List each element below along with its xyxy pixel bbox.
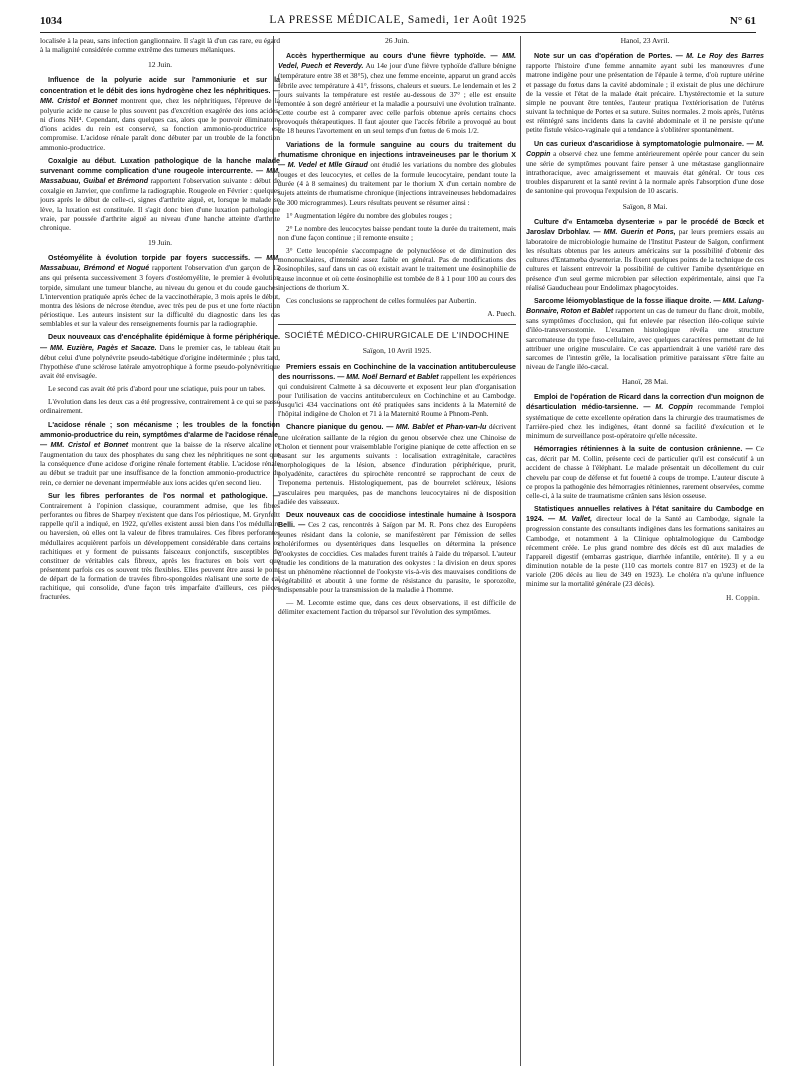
article-vaccination xyxy=(278,362,516,419)
article-polyurie xyxy=(40,75,280,151)
column-1 xyxy=(40,36,280,1076)
session-date: 19 Juin. xyxy=(147,237,173,247)
article-body: décrivent une ulcération saillante de la région du genou observée chez une Chinoise de Cholon et tiennent pour vraisemblable l'origine pianique de cette affection en se basant sur les arguments suivants : localisation extragénitale, caractères morphologiques de la lésion, absence d'induration périphérique, prurit, polyadénite, caractères du spirochète rencontré se rapprochant de ceux de Treponema pertenuis. Histologiquement, pas de bourrelet scléreux, lésions vasculaires peu marquées, pas de manchons leucocytaires ni de disposition radiée des vaisseaux. xyxy=(278,422,516,506)
article-title: Ostéomyélite à évolution torpide par foyers successifs. — xyxy=(48,254,262,263)
article-body: montrent que la baisse de la réserve alcaline et l'augmentation du taux des phosphates du sang chez les néphritiques ne sont que la conséquence d'une acidose d'origine rénale fortement établie. L'acidose rénale au début se traduit par une insuffisance de la fonction ammonio-productrice du rein, ce dernier ne devenant imperméable aux ions acides qu'en second lieu. xyxy=(40,439,280,487)
article-thorium xyxy=(278,140,516,207)
article-authors: MM. Cristol et Bonnet xyxy=(40,96,118,105)
article-authors: MM. Guerin et Pons, xyxy=(603,227,676,236)
article-title: Un cas curieux d'ascaridiose à symptomatologie pulmonaire. — xyxy=(534,139,754,148)
article-authors: MM. Noël Bernard et Bablet xyxy=(346,372,439,381)
article-fibres xyxy=(40,491,280,602)
session-date: Hanoï, 28 Mai. xyxy=(622,377,668,387)
page-number: 1034 xyxy=(40,15,62,27)
article-body: rapportent l'observation d'un garçon de 12 ans qui présenta successivement 3 foyers d'ostéomyélite, le premier à évolution torpide, simulant une tumeur blanche, au niveau du genou et du coude gauches. L'intervention pratiquée après échec de la vaccinothérapie, 3 mois après le début, montra des lésions de nécrose étendue, avec très peu de pus et une forte réaction périostique. Les auteurs insistent sur la difficulté du diagnostic dans les cas semblables et sur la valeur des renseignements fournis par la radiographie. xyxy=(40,263,280,329)
article-authors: M. Le Roy des Barres xyxy=(686,52,764,61)
intro-paragraph: localisée à la peau, sans infection ganglionnaire. Il s'agit là d'un cas rare, eu égard à la malignité considérée comme extrême des tumeurs mélaniques. xyxy=(40,36,280,55)
article-acidose xyxy=(40,420,280,487)
article-body: montrent que, chez les néphritiques, l'épreuve de la polyurie acide ne cause le plus souvent pas d'excrétion exagérée des ions acides, ni d'ions NH⁴. Cependant, dans quelques cas, alors que le pouvoir éliminatoire d'ions acides du rein est conservé, sa fonction ammonio-productrice est compromise. L'acidose rénale paraît donc débuter par un trouble de la fonction ammonio-productrice. xyxy=(40,95,280,152)
article-body: Contrairement à l'opinion classique, couramment admise, que les fibres perforantes ou fibres de Sharpey n'existent que dans l'os périostique, M. Grynfeltt rappelle qu'il a indiqué, en 1922, qu'elles existent aussi bien dans l'os médullaire ou haversien, où elles ont la valeur de fibres tramulaires. Ces fibres perforantes médullaires acquièrent parfois un développement considérable dans certains os rachitiques et y forment de puissants faisceaux conjonctifs, susceptibles de constituer de véritables cals fibreux, après les fractures en bois vert que présentent parfois ces os souvent très flexibles. Elles peuvent être aussi le point de départ de la formation de travées fibro-spongoïdes réalisant une sorte de cal rachitique, qui consolide, d'une façon très imparfaite d'ailleurs, ces pièces fracturées. xyxy=(40,500,280,602)
article-coccidiose xyxy=(278,510,516,594)
column-3 xyxy=(526,36,764,1076)
article-entamoeba xyxy=(526,217,764,292)
article-title: Culture d'« Entamœba dysenteriæ » par le procédé de Bœck et Jaroslav Drbohlav. — xyxy=(526,217,764,236)
article-body: directeur local de la Santé au Cambodge, signale la progression constante des consultants indigènes dans les formations sanitaires au Cambodge, et notamment à la Clinique ophtalmologique du Cambodge récemment créée. Le plus grand nombre des décès est dû aux maladies de l'appareil digestif (embarras gastrique, diarrhée infantile, entérite). Il y a eu diminution notable de la peste (110 cas mortels contre 817 en 1923) et de la variole (206 décès au lieu de 349 en 1923). Le choléra n'a qu'une influence minime sur la mortalité générale (23 décès). xyxy=(526,514,764,589)
article-title: Chancre pianique du genou. — xyxy=(286,423,394,432)
article-title: Variations de la formule sanguine au cours du traitement du rhumatisme chronique en injections intraveineuses par le thorium X — xyxy=(278,140,516,169)
article-title: L'acidose rénale ; son mécanisme ; les troubles de la fonction ammonio-productrice du rein, symptômes d'alarme de l'acidose rénale. — xyxy=(40,420,280,449)
column-2 xyxy=(278,36,516,1076)
article-body: rappellent les expériences qui conduisirent Calmette à sa découverte et exposent leur plan d'organisation pour l'utilisation de vaccins antituberculeux en Cochinchine et au Cambodge. Jusqu'ici 434 vaccinations ont été pratiquées sans incidents à la Maternité de l'hôpital indigène de Cholon et 71 à la Maternité Roume à Phnom-Penh. xyxy=(278,371,516,419)
article-title: Coxalgie au début. Luxation pathologique de la hanche malade survenant comme complication d'une rougeole intercurrente. — xyxy=(40,156,280,175)
article-title: Deux nouveaux cas de coccidiose intestinale humaine à Isospora Belli. — xyxy=(278,510,516,530)
signature: H. Coppin. xyxy=(726,594,760,603)
article-body: recommande l'emploi systématique de cette excellente opération dans la chirurgie des traumatismes de l'arrière-pied chez les indigènes, étant donné sa facilité d'exécution et le minimum de surveillance post-opératoire qu'elle nécessite. xyxy=(526,402,764,440)
article-title: Influence de la polyurie acide sur l'ammoniurie et sur la concentration et le débit des ions hydrogène chez les néphritiques. — xyxy=(40,76,280,95)
society-heading: SOCIÉTÉ MÉDICO-CHIRURGICALE DE L'INDOCHINE xyxy=(278,324,516,340)
article-title: Sarcome léiomyoblastique de la fosse iliaque droite. — xyxy=(534,296,721,305)
session-date: Hanoï, 23 Avril. xyxy=(620,36,670,45)
article-body: Ce cas, décrit par M. Collin, présente ceci de particulier qu'il est consécutif à un accident de chasse à l'éléphant. Le malade présentait un décollement du cuir chevelu par coup de défense et fut fouetté à coups de trompe. L'auteur discute à ce propos la pathogénie des hémorragies rétiniennes, rarement observées, comme celle-ci, à la suite de traumatisme crânien sans lésion osseuse. xyxy=(526,444,764,500)
article-coxalgie xyxy=(40,156,280,232)
article-title: Accès hyperthermique au cours d'une fièvre typhoïde. — xyxy=(286,52,498,61)
article-authors: M. Coppin xyxy=(655,403,693,412)
article-title: Hémorragies rétiniennes à la suite de contusion crânienne. — xyxy=(534,445,753,454)
article-hemorragies xyxy=(526,444,764,500)
article-authors: M. Vallet, xyxy=(559,515,593,524)
result-item: 2° Le nombre des leucocytes baisse pendant toute la durée du traitement, mais non d'une façon continue ; il remonte ensuite ; xyxy=(278,223,516,242)
article-title: Sur les fibres perforantes de l'os normal et pathologique. — xyxy=(48,491,280,500)
article-body: rapportent l'observation suivante : début de coxalgie en Janvier, que confirme la radiographie. Rougeole en Février : quelques jours après le début de celle-ci, signes d'arthrite aiguë, et, lorsque le malade se lève, la luxation est constituée. Il s'agit donc bien d'une luxation pathologique vraie, par poussée d'arthrite aiguë au niveau d'une hanche atteinte d'arthrite chronique. xyxy=(40,176,280,232)
article-portes xyxy=(526,51,764,134)
article-osteomyelite xyxy=(40,253,280,328)
article-body: Ces 2 cas, rencontrés à Saïgon par M. R. Pons chez des Européens jeunes résidant dans la colonie, se manifestèrent par l'émission de selles cholériformes ou dysentériques dans lesquelles on détermina la présence d'ookystes de coccidies. Ces malades furent traités à l'aide du tréparsol. L'auteur étudie les conditions de la maturation des ookystes : la division en deux spores est un phénomène réactionnel de l'ookyste vis-à-vis des mauvaises conditions de végétabilité et aboutit à une forme de résistance du parasite, le sporozoïte, indispensable pour la transmission de la maladie à l'homme. xyxy=(278,520,516,595)
article-authors: MM. Massabuau, Brémond et Nogué xyxy=(40,254,280,273)
article-title: Deux nouveaux cas d'encéphalite épidémique à forme périphérique. — xyxy=(40,333,280,352)
article-body: rapportent un cas de tumeur du flanc droit, mobile, sans symptômes d'occlusion, qui fut enlevée par résection iléo-colique suivie d'iléo-transversostomie. L'examen histologique révéla une structure sarcomateuse du type fuso-cellulaire, avec quelques caractères permettant de lui attribuer une origine musculaire. Ce cas appartiendrait à une variété rare des sarcomes de l'intestin grêle, la localisation primitive paraissant s'être faite au niveau de l'angle iléo-cæcal. xyxy=(526,306,764,371)
article-body: ont étudié les variations du nombre des globules rouges et des leucocytes, et celles de la formule leucocytaire, pendant toute la durée (4 à 8 semaines) du traitement par le thorium X d'un certain nombre de sujets atteints de rhumatisme chronique (injections intraveineuses hebdomadaires de 300 microgrammes). Leurs résultats peuvent se résumer ainsi : xyxy=(278,159,516,207)
article-ricard xyxy=(526,392,764,440)
article-title: Emploi de l'opération de Ricard dans la correction d'un moignon de désarticulation médio-tarsienne. — xyxy=(526,393,764,412)
signature: A. Puech. xyxy=(487,309,516,319)
article-authors: M. Coppin xyxy=(526,139,764,158)
journal-title: LA PRESSE MÉDICALE, Samedi, 1er Août 1925 xyxy=(269,14,527,26)
article-body: a observé chez une femme antérieurement opérée pour cancer du sein une série de symptômes pouvant faire penser à une métastase ganglionnaire intrathoracique, avec amaigrissement et mauvais état général. Or tous ces troubles disparurent et la santé revint à la normale après l'absorption d'une dose de santonine qui provoqua l'expulsion de 10 ascaris. xyxy=(526,148,764,196)
session-date: Saïgon, 8 Mai. xyxy=(622,201,668,211)
article-body: rapporte l'histoire d'une femme annamite ayant subi les manœuvres d'une matrone indigène pour une présentation de l'épaule à terme, d'où rupture utérine et passage du fœtus dans la cavité abdominale ; il existait de plus une déchirure de la vessie et l'état de la malade était précaire. L'hystérectomie et la suture simple ne pouvant être tentées, l'auteur pratiqua l'extériorisation de l'utérus suivant la technique de Portes et sa suture. Suites normales. 2 mois après, l'utérus est réintégré sans incidents dans la cavité abdominale et il ne persiste qu'une petite fistule vésico-vaginale qui a tendance à s'oblitérer spontanément. xyxy=(526,61,764,135)
article-ascaridiose xyxy=(526,139,764,196)
article-title: Premiers essais en Cochinchine de la vaccination antituberculeuse des nourrissons. — xyxy=(278,362,516,381)
article-chancre xyxy=(278,422,516,505)
article-body: Dans le premier cas, le tableau était au début celui d'une polynévrite pseudo-tabétique d'origine indéterminée ; plus tard, l'hypothèse d'une sclérose latérale amyotrophique à forme pseudo-polynévritique avait été envisagée. xyxy=(40,342,280,380)
result-item: 3° Cette leucopénie s'accompagne de polynucléose et de diminution des mononucléaires, d'intensité assez faible en général. Pas de modifications des éosinophiles, sauf dans un cas où existait avant le traitement une éosinophilie de cause inconnue et où cette éosinophilie est tombée de 8 à 1 pour 100 au cours des injections de thorium X. xyxy=(278,246,516,292)
article-sarcome xyxy=(526,296,764,371)
session-date: Saïgon, 10 Avril 1925. xyxy=(362,346,432,356)
article-encephalite xyxy=(40,332,280,380)
article-body: par leurs premiers essais au laboratoire de microbiologie humaine de l'Institut Pasteur de Saïgon, confirment les résultats obtenus par les auteurs américains sur la possibilité d'obtenir des cultures d'Entamœba dysenteriæ. Ils fixent quelques points de la technique de ces cultures et laissent entrevoir la possibilité de cultiver l'amibe dysentérique en présence d'un seul germe microbien par sélection expérimentale, ainsi que l'a réalisé Gauducheau pour Endolimax phagocytoides. xyxy=(526,226,764,292)
article-authors: MM. Bablet et Phan-van-lu xyxy=(395,423,487,432)
page-header xyxy=(40,10,756,33)
issue-number: N° 61 xyxy=(729,15,756,27)
conclusion: Ces conclusions se rapprochent de celles formulées par Aubertin. xyxy=(286,295,477,305)
article-statistiques xyxy=(526,504,764,588)
article-title: Statistiques annuelles relatives à l'état sanitaire du Cambodge en 1924. — xyxy=(526,505,764,524)
column-rule-right xyxy=(520,36,521,1066)
article-body: Au 14e jour d'une fièvre typhoïde d'allure bénigne (température entre 38 et 38°5), chez une femme enceinte, apparut un grand accès fébrile avec température à 41°, frissons, chaleurs et sueurs. Le lendemain et les 2 jours suivants la température est restée au-dessous de 37° ; elle est ensuite remontée à son degré antérieur et la maladie a poursuivi une évolution traînante. Cette courbe est à comparer avec celle parfois obtenue après certains chocs provoqués thérapeutiques. Il faut ajouter que l'accès fébrile a provoqué au bout de 18 heures l'avortement en un seul temps d'un fœtus de 6 mois 1/2. xyxy=(278,61,516,136)
article-paragraph: L'évolution dans les deux cas a été progressive, contrairement à ce qui se passe ordinairement. xyxy=(40,397,280,416)
article-note: — M. Lecomte estime que, dans ces deux observations, il est difficile de délimiter exactement l'action du tréparsol sur l'évolution des symptômes. xyxy=(278,598,516,617)
session-date: 12 Juin. xyxy=(147,60,173,70)
article-authors: M. Vedel et Mlle Giraud xyxy=(287,160,368,169)
article-typhoide xyxy=(278,51,516,135)
article-authors: MM. Lalung-Bonnaire, Roton et Bablet xyxy=(526,296,764,316)
result-item: 1° Augmentation légère du nombre des globules rouges ; xyxy=(286,210,452,220)
article-authors: MM. Cristol et Bonnet xyxy=(50,440,129,449)
article-authors: MM. Euzière, Pagès et Sacaze. xyxy=(50,343,157,352)
session-date: 26 Juin. xyxy=(384,36,410,45)
article-authors: MM. Vedel, Puech et Reverdy. xyxy=(278,52,516,71)
article-title: Note sur un cas d'opération de Portes. — xyxy=(534,52,683,61)
article-authors: MM. Massabuau, Guibal et Brémond xyxy=(40,166,280,186)
article-paragraph: Le second cas avait été pris d'abord pour une sciatique, puis pour un tabes. xyxy=(48,384,266,394)
